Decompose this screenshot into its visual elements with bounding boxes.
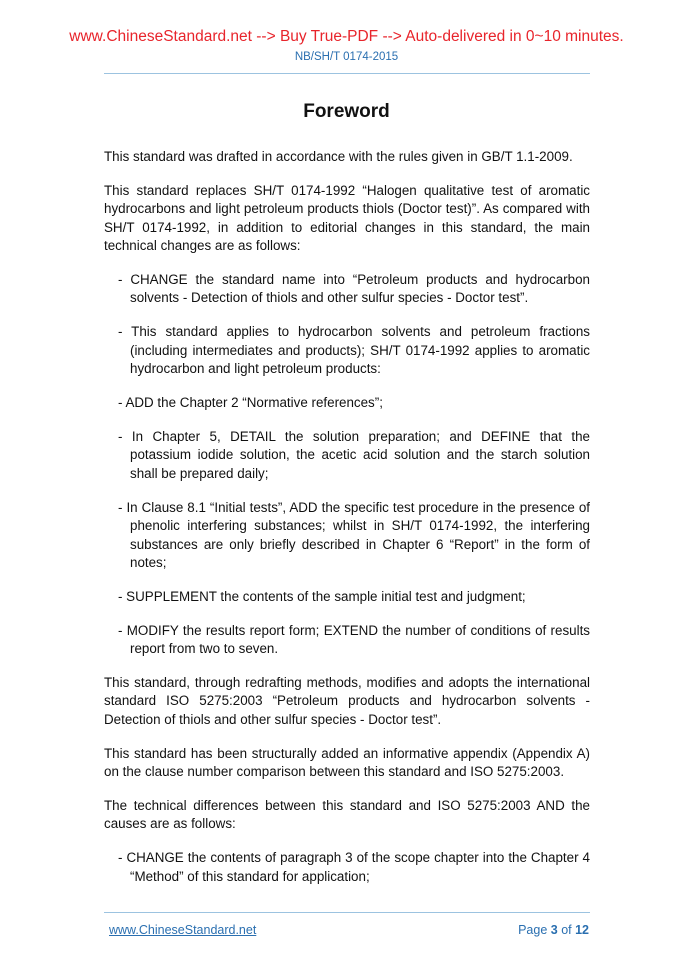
paragraph: This standard was drafted in accordance with the rules given in GB/T 1.1-2009.: [104, 149, 573, 164]
bullet-item: - This standard applies to hydrocarbon solvents and petroleum fractions (including intermediates and products); SH/T 0174-1992 applies to aromatic hydrocarbon and light petroleum products:: [118, 324, 590, 377]
bullet-item: - MODIFY the results report form; EXTEND the number of conditions of results report from two to seven.: [118, 622, 590, 657]
page-prefix: Page: [518, 923, 551, 937]
page-of: of: [557, 923, 576, 937]
bullet-item: - CHANGE the contents of paragraph 3 of the scope chapter into the Chapter 4 “Method” of this standard for application;: [118, 850, 590, 884]
page-title: Foreword: [303, 101, 390, 122]
document-body: [104, 148, 590, 902]
footer-divider: [104, 912, 590, 913]
page-number: [518, 923, 589, 937]
page-current: 3: [550, 923, 558, 937]
bullet-item: - CHANGE the standard name into “Petroleum products and hydrocarbon solvents - Detection of thiols and other sulfur species - Doctor test”.: [118, 272, 590, 306]
paragraph: The technical differences between this standard and ISO 5275:2003 AND the causes are as follows:: [104, 798, 590, 832]
paragraph: This standard, through redrafting methods, modifies and adopts the international standard ISO 5275:2003 “Petroleum products and hydrocarbon solvents - Detection of thiols and other sulfur species - Doctor test”.: [104, 675, 590, 727]
header-divider: [104, 73, 590, 74]
bullet-item: - ADD the Chapter 2 “Normative references”;: [118, 395, 383, 411]
paragraph: This standard replaces SH/T 0174-1992 “Halogen qualitative test of aromatic hydrocarbons and light petroleum products thiols (Doctor test)”. As compared with SH/T 0174-1992, in addition to editorial changes in this standard, the main technical changes are as follows:: [104, 182, 590, 254]
bullet-item: - SUPPLEMENT the contents of the sample initial test and judgment;: [118, 588, 526, 604]
promo-banner[interactable]: www.ChineseStandard.net --> Buy True-PDF --> Auto-delivered in 0~10 minutes.: [69, 28, 624, 45]
bullet-item: - In Clause 8.1 “Initial tests”, ADD the specific test procedure in the presence of phenolic interfering substances; whilst in SH/T 0174-1992, the interfering substances are only briefly described in Chapter 6 “Report” in the form of notes;: [118, 499, 590, 570]
page-total: 12: [575, 923, 589, 937]
paragraph: This standard has been structurally added an informative appendix (Appendix A) on the clause number comparison between this standard and ISO 5275:2003.: [104, 745, 590, 780]
footer-website-link[interactable]: www.ChineseStandard.net: [109, 923, 257, 937]
bullet-item: - In Chapter 5, DETAIL the solution preparation; and DEFINE that the potassium iodide solution, the acetic acid solution and the starch solution shall be prepared daily;: [118, 428, 590, 481]
standard-code: NB/SH/T 0174-2015: [294, 51, 399, 63]
